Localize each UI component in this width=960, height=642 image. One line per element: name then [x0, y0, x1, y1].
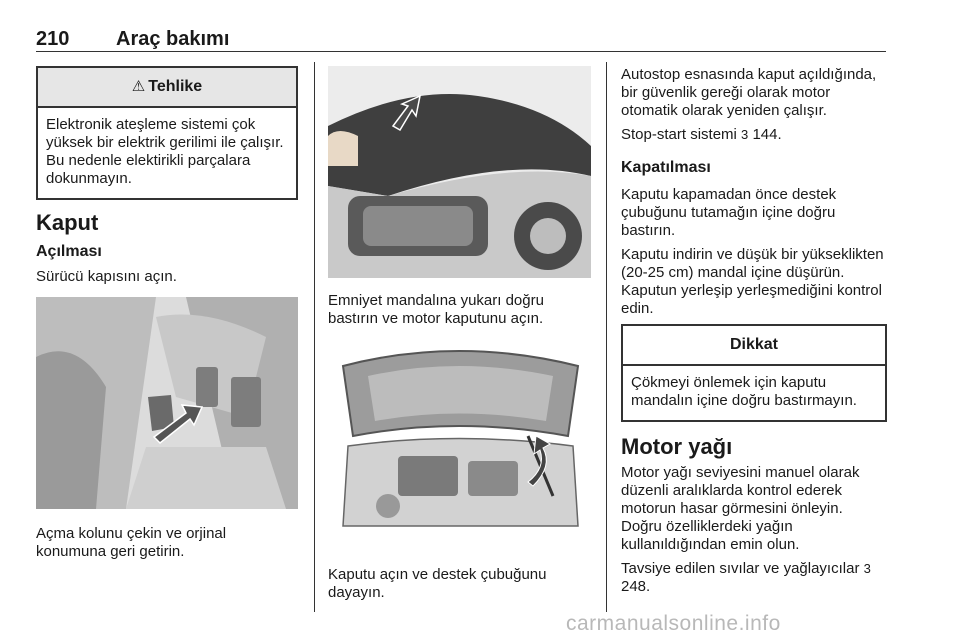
car-front-illustration: [328, 66, 591, 278]
subsection-title-opening: Açılması: [36, 243, 102, 260]
release-lever-illustration: [36, 297, 298, 509]
notice-box: [621, 324, 887, 422]
header-rule: [36, 51, 886, 52]
section-title-kaput: Kaput: [36, 210, 99, 235]
notice-text: Çökmeyi önlemek için kaputu mandalın içine doğru bastırmayın.: [631, 374, 857, 409]
engine-bay-illustration: [328, 336, 591, 548]
instruction-open-door: Sürücü kapısını açın.: [36, 268, 177, 285]
closing-paragraph-2: Kaputu indirin ve düşük bir yükseklikten (20-25 cm) mandal içine düşürün. Kaputun yerleşip yerleşmediğini kontrol edin.: [621, 246, 884, 317]
page-ref-arrow-icon: 3: [741, 127, 749, 142]
warning-triangle-icon: ⚠: [131, 78, 146, 95]
caption-hood-latch: Emniyet mandalına yukarı doğru bastırın ve motor kaputunu açın.: [328, 292, 544, 327]
caption-hood-prop: Kaputu açın ve destek çubuğunu dayayın.: [328, 566, 547, 601]
subsection-title-closing: Kapatılması: [621, 159, 711, 176]
watermark-text: carmanualsonline.info: [566, 612, 781, 635]
figure-hood-latch: [328, 66, 591, 278]
column-divider-1: [314, 62, 315, 612]
column-divider-2: [606, 62, 607, 612]
page-header: [36, 28, 886, 52]
caption-release-lever: Açma kolunu çekin ve orjinal konumuna geri getirin.: [36, 525, 227, 560]
column-1: [36, 66, 298, 286]
section-title-engine-oil: Motor yağı: [621, 434, 733, 459]
danger-box: [36, 66, 298, 200]
closing-paragraph-1: Kaputu kapamadan önce destek çubuğunu tutamağın içine doğru bastırın.: [621, 186, 837, 239]
stop-start-page[interactable]: 144.: [752, 126, 782, 143]
danger-text: Elektronik ateşleme sistemi çok yüksek bir elektrik gerilimi ile çalışır. Bu nedenle elektirikli parçalara dokunmayın.: [46, 116, 284, 187]
chapter-title: Araç bakımı: [116, 28, 230, 50]
engine-oil-ref-text: Tavsiye edilen sıvılar ve yağlayıcılar: [621, 560, 860, 577]
engine-oil-ref-page[interactable]: 248.: [621, 578, 651, 595]
engine-oil-paragraph-1: Motor yağı seviyesini manuel olarak düzenli aralıklarda kontrol ederek motorun hasar görmesini önleyin. Doğru özelliklerdeki yağın kullanıldığından emin olun.: [621, 464, 860, 553]
engine-oil-reference: [621, 560, 887, 596]
page-number: 210: [36, 28, 70, 50]
notice-box-header: Dikkat: [623, 326, 885, 366]
page-ref-arrow-icon: 3: [863, 561, 871, 576]
column-2-caption-1: [328, 292, 591, 328]
danger-title: Tehlike: [148, 78, 203, 95]
stop-start-reference: [621, 126, 887, 144]
column-1-caption: [36, 525, 298, 561]
stop-start-text: Stop-start sistemi: [621, 126, 737, 143]
figure-hood-open: [328, 336, 591, 548]
column-3: [621, 66, 887, 596]
danger-box-header: [38, 68, 296, 108]
column-2-caption-2: [328, 566, 591, 602]
figure-release-lever: [36, 297, 298, 509]
autostop-text: Autostop esnasında kaput açıldığında, bir güvenlik gereği olarak motor otomatik olarak yeniden çalışır.: [621, 66, 877, 119]
